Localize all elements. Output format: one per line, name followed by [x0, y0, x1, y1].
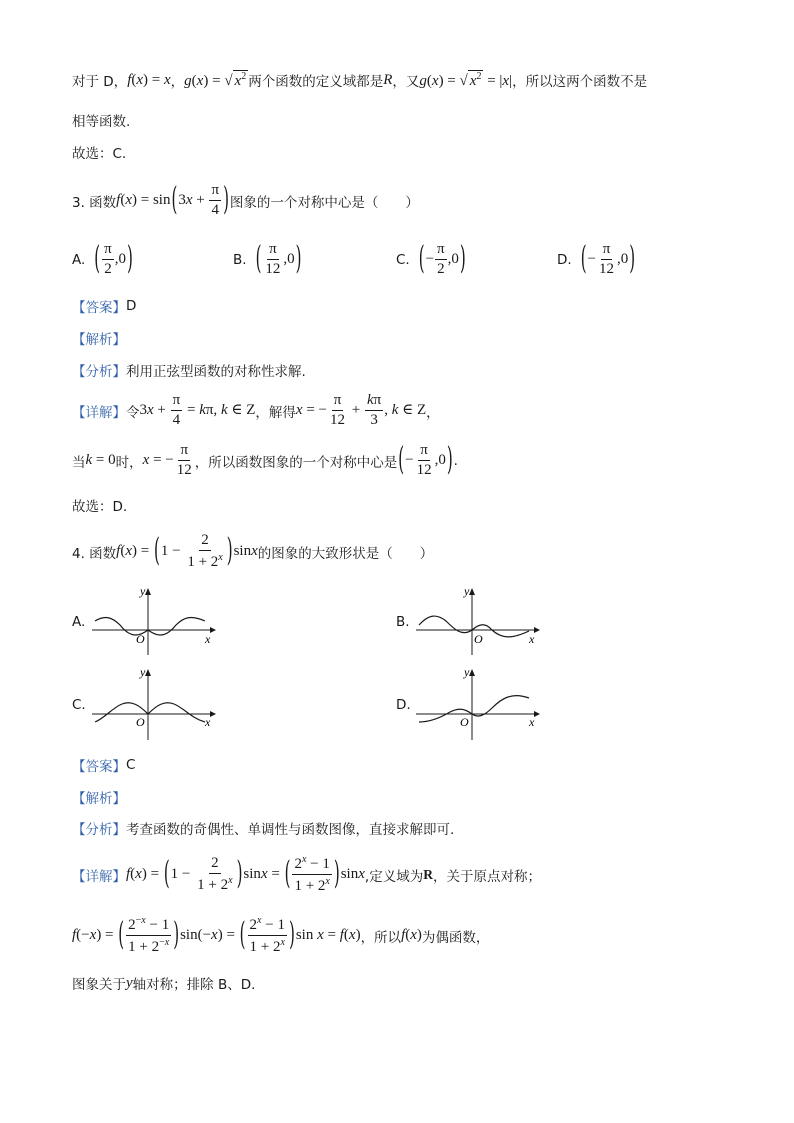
svg-text:x: x [529, 632, 535, 646]
text-line-d-definition: 对于 D， f(x) = x ， g(x) = √ $x^2$ 两个函数的定义域都是 R ，又 g(x) = √ $x^2$ = |x| ，所以这两个函数不是 [72, 71, 648, 90]
svg-text:O: O [136, 715, 145, 729]
option-4c-label[interactable]: C. [72, 697, 86, 713]
option-4a-label[interactable]: A. [72, 614, 86, 630]
option-4a-graph[interactable] [90, 585, 220, 657]
formula-f-eq-x: f(x) = x [127, 71, 171, 88]
analysis-4-conclusion: 图象关于 y 轴对称；排除 B、D. [72, 974, 256, 993]
answer-4: 【答案】 C [72, 757, 136, 775]
svg-text:y: y [140, 666, 146, 679]
svg-text:O: O [460, 715, 469, 729]
option-4d-graph[interactable] [414, 666, 544, 742]
svg-text:x: x [205, 715, 211, 729]
analysis-3-fenxi: 【分析】 利用正弦型函数的对称性求解. [72, 364, 306, 380]
answer-select-c: 故选：C. [72, 146, 127, 162]
svg-text:O: O [474, 632, 483, 646]
axis-x-label: x [205, 632, 211, 646]
option-3a[interactable]: A. ( $\frac{\pi}{2}$ ,0) [72, 239, 133, 277]
formula-q4-function: f(x) = (1 − $\frac{2}{1 + 2^x}$ )sinx [116, 531, 258, 570]
axis-o-label: O [136, 632, 145, 646]
analysis-4-detail: 【详解】 f(x) = (1 − $\frac{2}{1 + 2^x}$ )sinx = ( $\frac{2^x - 1}{1 + 2^x}$ )sinx ,定义域为 R ，关于原点对称； [72, 854, 541, 894]
option-3d[interactable]: D. (− $\frac{\pi}{12}$ ,0) [557, 239, 636, 277]
option-3b[interactable]: B. ( $\frac{\pi}{12}$ ,0) [233, 239, 302, 277]
formula-g-sqrt: g(x) = √ $x^2$ [184, 71, 247, 89]
analysis-4-even: f(−x) = ( $\frac{2^{-x} - 1}{1 + 2^{-x}}$ )sin(−x) = ( $\frac{2^x - 1}{1 + 2^x}$ )sin x = f(x) ，所以 f(x) 为偶函数， [72, 915, 490, 955]
analysis-3-k0: 当 k = 0 时， x = − $\frac{\pi}{12}$ ，所以函数图象的一个对称中心是 (− $\frac{\pi}{12}$ ,0) . [72, 440, 458, 478]
option-4b-graph[interactable] [414, 585, 544, 657]
option-4b-label[interactable]: B. [396, 614, 410, 630]
option-3c[interactable]: C. (− $\frac{\pi}{2}$ ,0) [396, 239, 466, 277]
analysis-4-heading: 【解析】 [72, 791, 126, 807]
svg-text:y: y [464, 585, 470, 598]
formula-q3-function: f(x) = sin(3x + $\frac{\pi}{4}$ ) [116, 180, 229, 218]
question-3: 3. 函数 f(x) = sin(3x + $\frac{\pi}{4}$ ) 图象的一个对称中心是（ ） [72, 180, 419, 218]
analysis-3-detail: 【详解】 令 3x + $\frac{\pi}{4}$ = kπ, k ∈ Z ，解得 x = − $\frac{\pi}{12}$ + $\frac{k\pi}{3}$ , k ∈ Z ， [72, 392, 440, 428]
option-4d-label[interactable]: D. [396, 697, 411, 713]
question-4: 4. 函数 f(x) = (1 − $\frac{2}{1 + 2^x}$ )sinx 的图象的大致形状是（ ） [72, 531, 434, 570]
option-4c-graph[interactable] [90, 666, 220, 742]
analysis-3-heading: 【解析】 [72, 332, 126, 348]
svg-text:x: x [529, 715, 535, 729]
axis-y-label: y [140, 585, 146, 598]
answer-select-d: 故选：D. [72, 499, 128, 515]
formula-g-abs: g(x) = √ $x^2$ = |x| [419, 71, 513, 89]
analysis-4-fenxi: 【分析】 考查函数的奇偶性、单调性与函数图像，直接求解即可. [72, 822, 455, 838]
text-line-not-equal: 相等函数. [72, 114, 131, 130]
answer-3: 【答案】 D [72, 298, 137, 316]
svg-text:y: y [464, 666, 470, 679]
